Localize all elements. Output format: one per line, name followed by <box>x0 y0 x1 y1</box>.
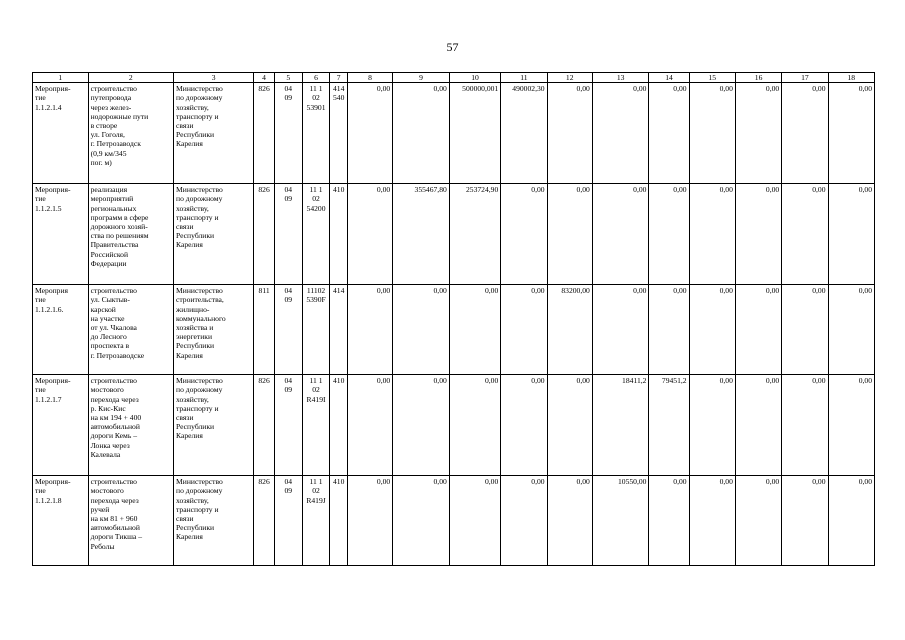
table-cell: 0,00 <box>592 184 649 285</box>
table-cell: 0,00 <box>689 476 735 566</box>
column-header: 6 <box>302 73 330 83</box>
table-cell: 490002,30 <box>501 83 547 184</box>
table-cell: 0,00 <box>689 285 735 375</box>
table-cell: 355467,80 <box>393 184 450 285</box>
table-cell: строительство мостового перехода через р. Кис-Кис на км 194 + 400 автомобильной дороги Кемь – Лонка через Калевала <box>88 375 173 476</box>
table-cell: 0,00 <box>347 285 392 375</box>
table-cell: Министерство строительства, жилищно- коммунального хозяйства и энергетики Республики Карелия <box>174 285 254 375</box>
column-header: 17 <box>782 73 828 83</box>
table-cell: 0,00 <box>689 184 735 285</box>
table-cell: 0,00 <box>735 285 781 375</box>
table-cell: 0,00 <box>782 476 828 566</box>
table-cell: 414 540 <box>330 83 347 184</box>
table-cell: 0,00 <box>347 83 392 184</box>
column-header: 4 <box>254 73 275 83</box>
table-cell: 0,00 <box>449 476 500 566</box>
table-cell: 0,00 <box>347 375 392 476</box>
table-cell: 0,00 <box>501 375 547 476</box>
table-body <box>33 83 875 566</box>
table-cell: строительство ул. Сыктыв- карской на участке от ул. Чкалова до Лесного проспекта в г. Петрозаводске <box>88 285 173 375</box>
table-cell: 826 <box>254 476 275 566</box>
table-cell: Министерство по дорожному хозяйству, транспорту и связи Республики Карелия <box>174 476 254 566</box>
table-cell: 04 09 <box>274 83 302 184</box>
table-cell: Министерство по дорожному хозяйству, транспорту и связи Республики Карелия <box>174 83 254 184</box>
table-cell: 0,00 <box>393 375 450 476</box>
table-cell: 83200,00 <box>547 285 592 375</box>
budget-table <box>32 72 875 566</box>
table-cell: 0,00 <box>782 285 828 375</box>
table-cell: 18411,2 <box>592 375 649 476</box>
table-cell: 11 1 02 53901 <box>302 83 330 184</box>
table-cell: 04 09 <box>274 476 302 566</box>
table-cell: 0,00 <box>689 83 735 184</box>
table-cell: 0,00 <box>547 476 592 566</box>
table-cell: 0,00 <box>735 375 781 476</box>
table-cell: 0,00 <box>828 375 874 476</box>
table-cell: 0,00 <box>782 184 828 285</box>
table-row <box>33 476 875 566</box>
table-cell: 0,00 <box>449 375 500 476</box>
table-cell: 11 1 02 R419I <box>302 375 330 476</box>
table-cell: 0,00 <box>592 83 649 184</box>
table-cell: 0,00 <box>592 285 649 375</box>
table-cell: 0,00 <box>449 285 500 375</box>
table-cell: 0,00 <box>501 184 547 285</box>
table-cell: 0,00 <box>828 476 874 566</box>
table-cell: 0,00 <box>393 285 450 375</box>
table-cell: 0,00 <box>828 83 874 184</box>
column-header: 13 <box>592 73 649 83</box>
table-cell: 0,00 <box>393 83 450 184</box>
table-cell: 10550,00 <box>592 476 649 566</box>
column-header: 11 <box>501 73 547 83</box>
table-row <box>33 184 875 285</box>
column-header: 3 <box>174 73 254 83</box>
table-cell: 0,00 <box>782 83 828 184</box>
table-row <box>33 375 875 476</box>
table-cell: 0,00 <box>649 83 689 184</box>
header-row <box>33 73 875 83</box>
table-cell: Мероприя- тие 1.1.2.1.5 <box>33 184 89 285</box>
table-cell: Министерство по дорожному хозяйству, транспорту и связи Республики Карелия <box>174 184 254 285</box>
table-cell: 0,00 <box>735 184 781 285</box>
table-cell: 79451,2 <box>649 375 689 476</box>
table-cell: 11 1 02 R419J <box>302 476 330 566</box>
table-cell: 0,00 <box>501 285 547 375</box>
table-cell: 0,00 <box>649 184 689 285</box>
table-cell: 414 <box>330 285 347 375</box>
column-header: 16 <box>735 73 781 83</box>
table-cell: 0,00 <box>347 476 392 566</box>
table-cell: 0,00 <box>649 476 689 566</box>
table-cell: 0,00 <box>501 476 547 566</box>
table-row <box>33 83 875 184</box>
table-cell: Мероприя тие 1.1.2.1.6. <box>33 285 89 375</box>
table-cell: 410 <box>330 184 347 285</box>
table-cell: строительство мостового перехода через ручей на км 81 + 960 автомобильной дороги Тикша – Реболы <box>88 476 173 566</box>
column-header: 7 <box>330 73 347 83</box>
table-cell: 04 09 <box>274 285 302 375</box>
table-cell: 0,00 <box>828 184 874 285</box>
table-cell: реализация мероприятий региональных программ в сфере дорожного хозяй- ства по решениям Правительства Российской Федерации <box>88 184 173 285</box>
column-header: 5 <box>274 73 302 83</box>
table-cell: 500000,001 <box>449 83 500 184</box>
table-cell: 0,00 <box>393 476 450 566</box>
table-cell: 826 <box>254 375 275 476</box>
column-header: 14 <box>649 73 689 83</box>
column-header: 10 <box>449 73 500 83</box>
table-cell: 410 <box>330 476 347 566</box>
column-header: 18 <box>828 73 874 83</box>
table-cell: 0,00 <box>649 285 689 375</box>
table-row <box>33 285 875 375</box>
table-cell: 11102 5390F <box>302 285 330 375</box>
table-cell: 826 <box>254 83 275 184</box>
column-header: 15 <box>689 73 735 83</box>
table-cell: 11 1 02 54200 <box>302 184 330 285</box>
table-cell: 0,00 <box>547 375 592 476</box>
table-cell: 0,00 <box>547 184 592 285</box>
table-cell: Министерство по дорожному хозяйству, транспорту и связи Республики Карелия <box>174 375 254 476</box>
column-header: 8 <box>347 73 392 83</box>
table-cell: Мероприя- тие 1.1.2.1.7 <box>33 375 89 476</box>
table-cell: 410 <box>330 375 347 476</box>
table-cell: 0,00 <box>347 184 392 285</box>
table-cell: 04 09 <box>274 184 302 285</box>
table-cell: 0,00 <box>782 375 828 476</box>
table-cell: 253724,90 <box>449 184 500 285</box>
table-cell: 0,00 <box>735 83 781 184</box>
column-header: 1 <box>33 73 89 83</box>
table-cell: 0,00 <box>689 375 735 476</box>
table-cell: Мероприя- тие 1.1.2.1.8 <box>33 476 89 566</box>
table-cell: 811 <box>254 285 275 375</box>
page-number: 57 <box>446 40 459 54</box>
table-cell: 826 <box>254 184 275 285</box>
table-cell: 04 09 <box>274 375 302 476</box>
column-header: 9 <box>393 73 450 83</box>
table-cell: 0,00 <box>828 285 874 375</box>
column-header: 12 <box>547 73 592 83</box>
table-cell: строительство путепровода через желез- нодорожные пути в створе ул. Гоголя, г. Петрозаводск (0,9 км/345 пог. м) <box>88 83 173 184</box>
table-cell: 0,00 <box>735 476 781 566</box>
table-cell: Мероприя- тие 1.1.2.1.4 <box>33 83 89 184</box>
column-header: 2 <box>88 73 173 83</box>
table-cell: 0,00 <box>547 83 592 184</box>
